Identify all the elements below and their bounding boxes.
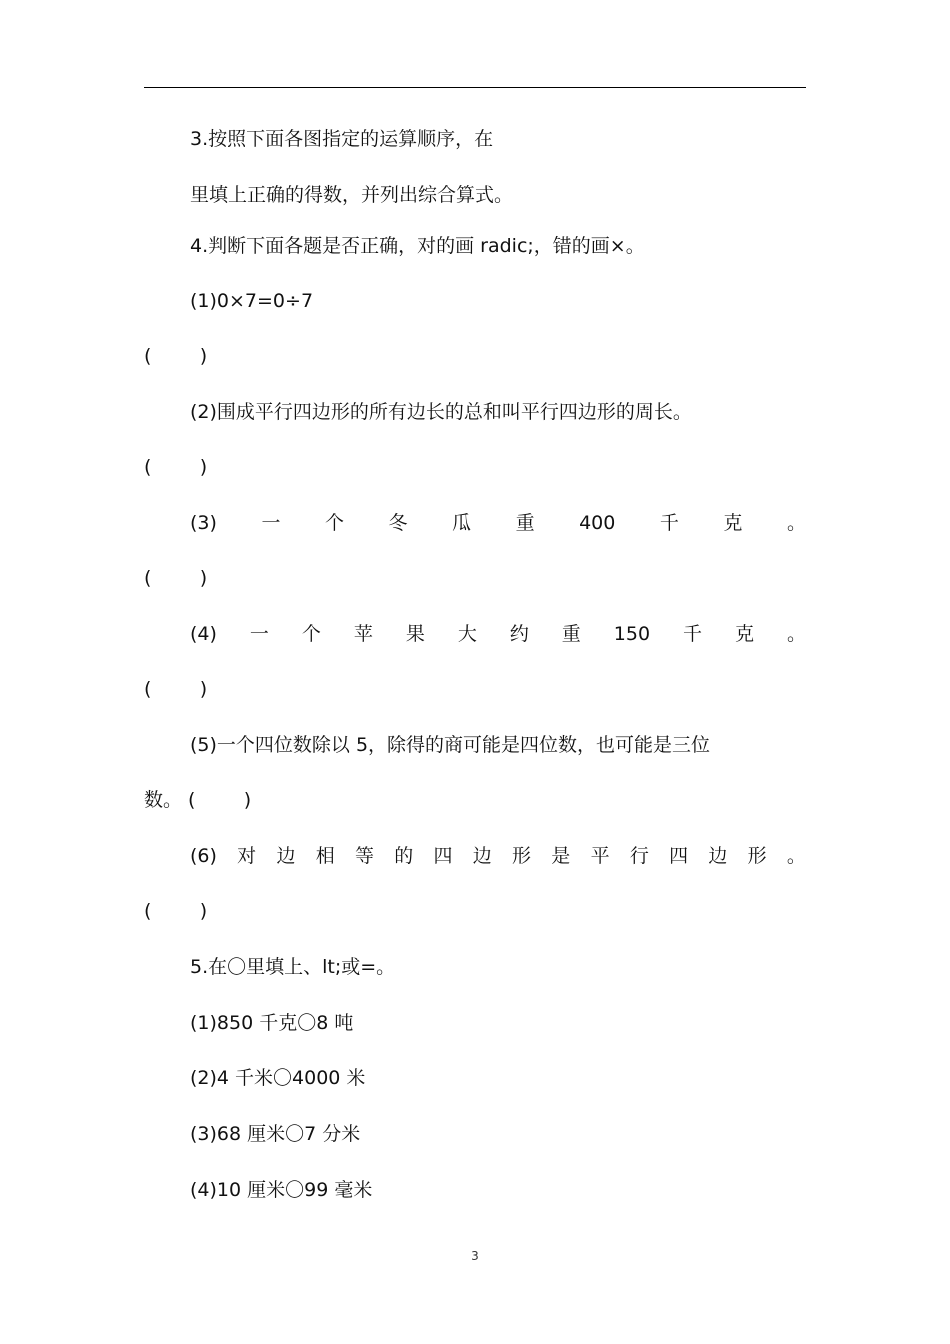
q4-item3-answer-blank: ( ) [144, 567, 208, 589]
q4-item3-token: 重 [515, 512, 535, 534]
q4-item4-token: 150 [613, 623, 651, 645]
header-rule [144, 87, 806, 88]
q3-line2: 里填上正确的得数，并列出综合算式。 [190, 184, 514, 206]
q4-item1: (1)0×7=0÷7 [190, 290, 314, 312]
q4-item6-token: 平 [590, 845, 610, 867]
q4-item3-token: 千 [659, 512, 679, 534]
q4-item6-token: 对 [237, 845, 257, 867]
q4-item3-token: 瓜 [452, 512, 472, 534]
q5-item2: (2)4 千米〇4000 米 [190, 1067, 366, 1089]
q4-item1-answer-blank: ( ) [144, 345, 208, 367]
q4-item6 [190, 844, 806, 868]
q4-item4-token: 一 [249, 623, 269, 645]
q4-item3-token: 个 [324, 512, 344, 534]
q4-item4-token: 大 [457, 623, 477, 645]
q4-item6-token: 形 [747, 845, 767, 867]
q4-item3-token: 克 [723, 512, 743, 534]
q4-item3 [190, 511, 806, 535]
q4-item3-token: (3) [190, 512, 217, 534]
q4-item2-answer-blank: ( ) [144, 456, 208, 478]
q4-item3-token: 。 [786, 512, 806, 534]
q5-item1: (1)850 千克〇8 吨 [190, 1012, 354, 1034]
q4-item4 [190, 622, 806, 646]
q4-item5-line1: (5)一个四位数除以 5，除得的商可能是四位数，也可能是三位 [190, 734, 711, 756]
q4-item6-token: 是 [551, 845, 571, 867]
q4-item4-token: 果 [405, 623, 425, 645]
q4-title: 4.判断下面各题是否正确，对的画 radic;，错的画×。 [190, 235, 645, 257]
q4-item6-token: 边 [276, 845, 296, 867]
q4-item3-token: 400 [579, 512, 616, 534]
page-number: 3 [471, 1249, 479, 1263]
q4-item4-token: 。 [786, 623, 806, 645]
q4-item6-token: 边 [472, 845, 492, 867]
q4-item4-token: 个 [301, 623, 321, 645]
q4-item4-answer-blank: ( ) [144, 678, 208, 700]
q4-item6-token: (6) [190, 845, 217, 867]
q4-item3-token: 一 [261, 512, 281, 534]
q5-item4: (4)10 厘米〇99 毫米 [190, 1179, 373, 1201]
q4-item6-token: 相 [315, 845, 335, 867]
q4-item6-token: 四 [433, 845, 453, 867]
q4-item4-token: 克 [735, 623, 755, 645]
q4-item4-token: 重 [561, 623, 581, 645]
q4-item6-token: 行 [629, 845, 649, 867]
q4-item6-token: 。 [786, 845, 806, 867]
q4-item3-token: 冬 [388, 512, 408, 534]
q5-title: 5.在〇里填上、lt;或=。 [190, 956, 396, 978]
q4-item4-token: 千 [683, 623, 703, 645]
q4-item4-token: 苹 [353, 623, 373, 645]
q4-item6-token: 形 [512, 845, 532, 867]
q4-item6-token: 边 [708, 845, 728, 867]
q5-item3: (3)68 厘米〇7 分米 [190, 1123, 361, 1145]
q4-item6-token: 的 [394, 845, 414, 867]
q4-item6-token: 四 [669, 845, 689, 867]
q4-item5-line2: 数。 ( ) [144, 789, 252, 811]
q4-item4-token: (4) [190, 623, 217, 645]
q4-item6-token: 等 [354, 845, 374, 867]
q4-item4-token: 约 [509, 623, 529, 645]
q3-line1: 3.按照下面各图指定的运算顺序，在 [190, 128, 494, 150]
q4-item2: (2)围成平行四边形的所有边长的总和叫平行四边形的周长。 [190, 401, 692, 423]
q4-item6-answer-blank: ( ) [144, 900, 208, 922]
